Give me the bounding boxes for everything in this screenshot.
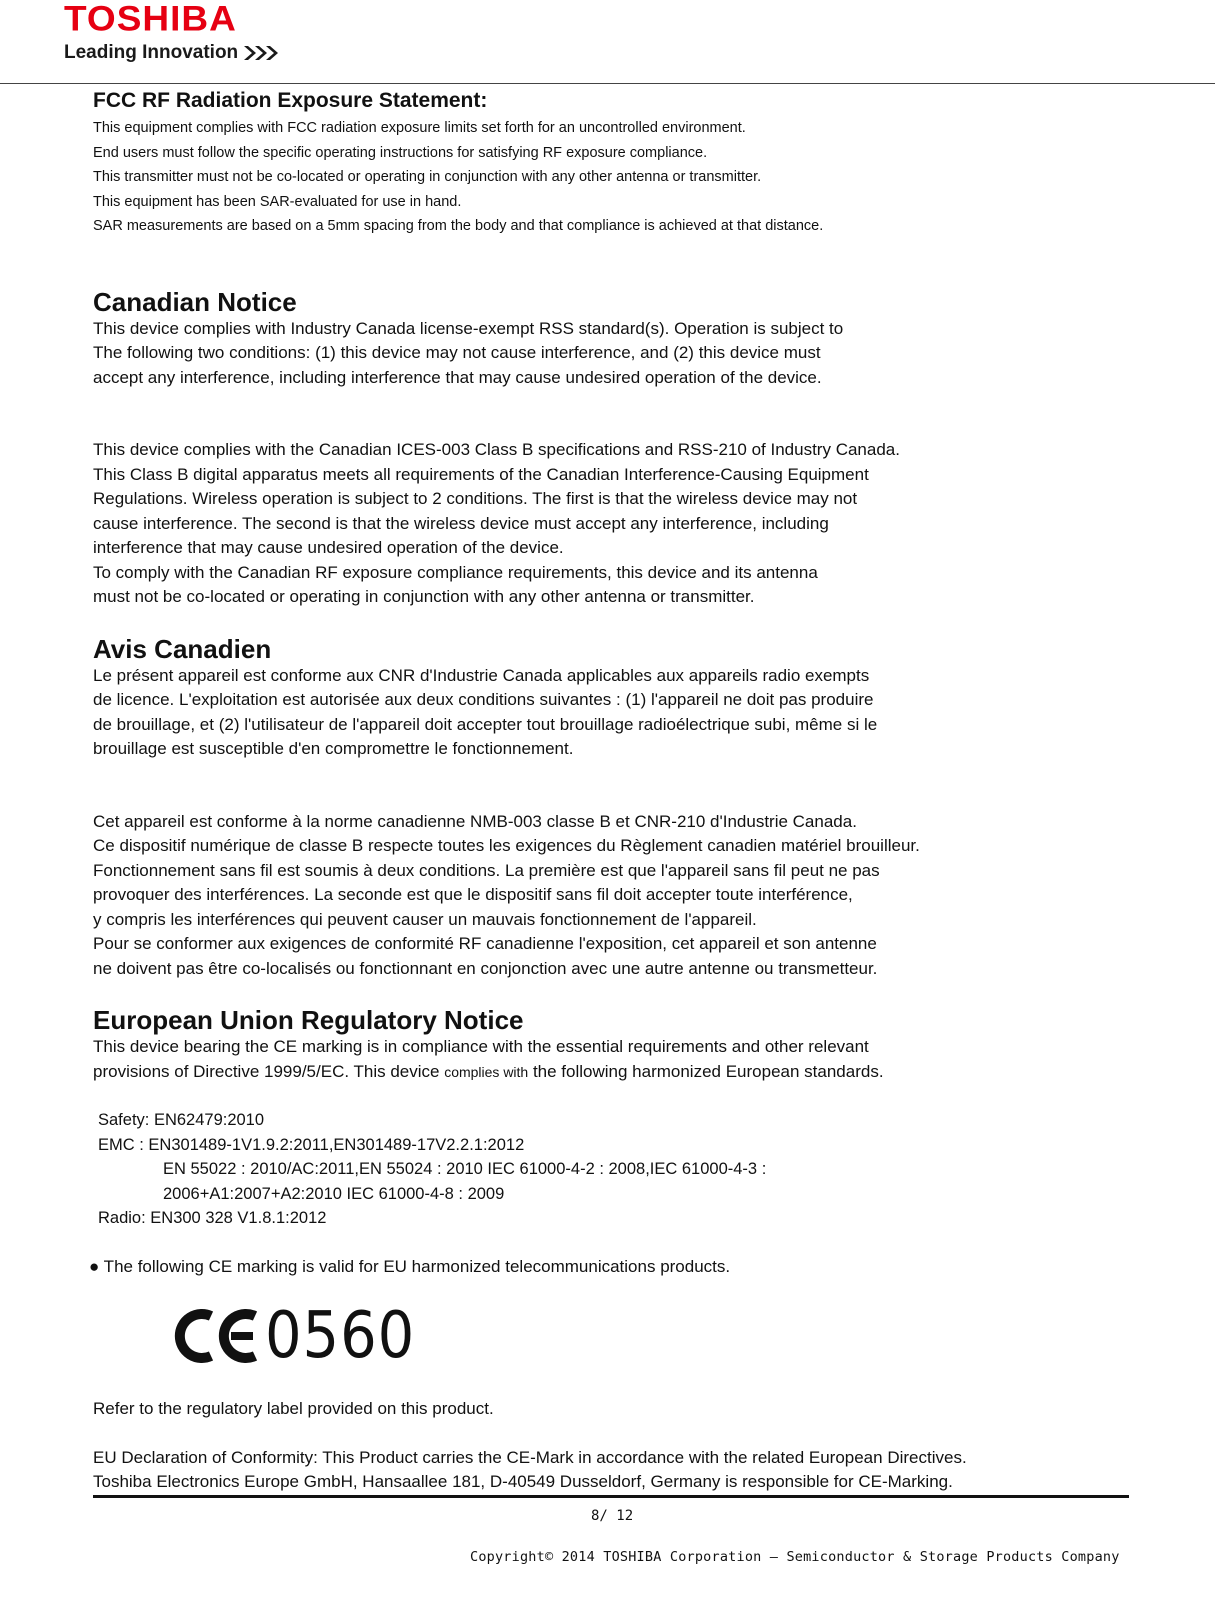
fcc-line: This equipment has been SAR-evaluated for use in hand. (93, 193, 462, 210)
text-run: complies with (444, 1063, 529, 1080)
standard-safety: Safety: EN62479:2010 (98, 1111, 265, 1129)
toshiba-logo (64, 2, 282, 64)
avis-canadien-heading: Avis Canadien (93, 633, 272, 664)
header-divider (0, 83, 1215, 84)
text-line: cause interference. The second is that the wireless device must accept any interference, including (93, 513, 829, 533)
text-line: Regulations. Wireless operation is subject to 2 conditions. The first is that the wireless device may not (93, 489, 858, 508)
text-line: must not be co-located or operating in conjunction with any other antenna or transmitter. (93, 587, 755, 606)
text-line: EU Declaration of Conformity: This Product carries the CE-Mark in accordance with the related European Directives. (93, 1447, 967, 1467)
text-line: This device complies with Industry Canada license-exempt RSS standard(s). Operation is subject to (93, 318, 844, 338)
document-body (89, 88, 1193, 1498)
triple-chevron-icon (242, 44, 282, 62)
standard-radio: Radio: EN300 328 V1.8.1:2012 (98, 1209, 327, 1227)
canadian-paragraph-1 (93, 317, 1193, 391)
text-line (93, 1060, 1193, 1085)
avis-paragraph-1 (93, 664, 1193, 762)
fcc-line: This transmitter must not be co-located or operating in conjunction with any other antenna or transmitter. (93, 169, 762, 185)
text-line: Pour se conformer aux exigences de conformité RF canadienne l'exposition, cet appareil et son antenne (93, 934, 877, 953)
text-line: ne doivent pas être co-localisés ou fonctionnant en conjonction avec une autre antenne ou transmetteur. (93, 958, 878, 978)
notified-body-number: 0560 (265, 1299, 416, 1373)
page-number: 8/ 12 (591, 1508, 634, 1524)
avis-paragraph-2 (93, 810, 1193, 982)
text-line: Toshiba Electronics Europe GmbH, Hansaallee 181, D-40549 Dusseldorf, Germany is responsible for CE-Marking. (93, 1472, 953, 1491)
canadian-notice-heading: Canadian Notice (93, 286, 297, 317)
text-line: brouillage est susceptible d'en compromettre le fonctionnement. (93, 739, 574, 758)
fcc-line: SAR measurements are based on a 5mm spacing from the body and that compliance is achieved at that distance. (93, 218, 824, 234)
standard-emc: EMC : EN301489-1V1.9.2:2011,EN301489-17V2.2.1:2012 (98, 1135, 525, 1154)
text-line: This device complies with the Canadian ICES-003 Class B specifications and RSS-210 of Industry Canada. (93, 440, 900, 459)
canadian-paragraph-2 (93, 438, 1193, 610)
text-run: provisions of Directive 1999/5/EC. This device (93, 1061, 445, 1081)
text-line: interference that may cause undesired operation of the device. (93, 538, 564, 557)
text-line: de brouillage, et (2) l'utilisateur de l'appareil doit accepter tout brouillage radioélectrique subi, même si le (93, 714, 878, 734)
text-line: Le présent appareil est conforme aux CNR d'Industrie Canada applicables aux appareils radio exempts (93, 665, 870, 685)
fcc-line: End users must follow the specific operating instructions for satisfying RF exposure compliance. (93, 144, 708, 161)
text-line: Fonctionnement sans fil est soumis à deux conditions. La première est que l'appareil sans fil peut ne pas (93, 860, 880, 880)
eu-declaration (93, 1446, 1129, 1498)
text-line: accept any interference, including interference that may cause undesired operation of the device. (93, 367, 822, 387)
standard-emc-continued: EN 55022 : 2010/AC:2011,EN 55024 : 2010 IEC 61000-4-2 : 2008,IEC 61000-4-3 : (163, 1160, 767, 1178)
text-line: y compris les interférences qui peuvent causer un mauvais fonctionnement de l'appareil. (93, 909, 757, 929)
fcc-line: This equipment complies with FCC radiation exposure limits set forth for an uncontrolled environment. (93, 120, 746, 136)
fcc-statement (93, 116, 1193, 239)
brand-name: TOSHIBA (64, 0, 237, 39)
ce-marking (171, 1299, 1193, 1373)
standard-emc-continued: 2006+A1:2007+A2:2010 IEC 61000-4-8 : 2009 (163, 1184, 505, 1203)
text-line: de licence. L'exploitation est autorisée aux deux conditions suivantes : (1) l'appareil ne doit pas produire (93, 690, 874, 709)
text-line: This device bearing the CE marking is in compliance with the essential requirements and other relevant (93, 1037, 869, 1056)
text-line: This Class B digital apparatus meets all requirements of the Canadian Interference-Causing Equipment (93, 464, 869, 484)
fcc-heading: FCC RF Radiation Exposure Statement: (93, 89, 488, 112)
ce-mark-icon (171, 1304, 263, 1368)
eu-notice-heading: European Union Regulatory Notice (93, 1005, 524, 1035)
eu-paragraph (93, 1035, 1193, 1084)
text-line: provoquer des interférences. La seconde est que le dispositif sans fil doit accepter toute interférence, (93, 885, 853, 904)
text-line: To comply with the Canadian RF exposure compliance requirements, this device and its antenna (93, 562, 818, 582)
text-line: Ce dispositif numérique de classe B respecte toutes les exigences du Règlement canadien matériel brouilleur. (93, 836, 920, 855)
text-line: Cet appareil est conforme à la norme canadienne NMB-003 classe B et CNR-210 d'Industrie Canada. (93, 811, 857, 831)
brand-tagline (64, 42, 282, 64)
copyright-notice: Copyright© 2014 TOSHIBA Corporation – Semiconductor & Storage Products Company (470, 1549, 1120, 1565)
harmonized-standards-list (93, 1108, 1193, 1231)
text-run: the following harmonized European standards. (528, 1061, 884, 1081)
text-line: The following two conditions: (1) this device may not cause interference, and (2) this device must (93, 343, 821, 362)
tagline-text: Leading Innovation (64, 42, 239, 63)
ce-bullet-text: ● The following CE marking is valid for EU harmonized telecommunications products. (89, 1256, 731, 1276)
refer-label-text: Refer to the regulatory label provided on this product. (93, 1399, 494, 1418)
